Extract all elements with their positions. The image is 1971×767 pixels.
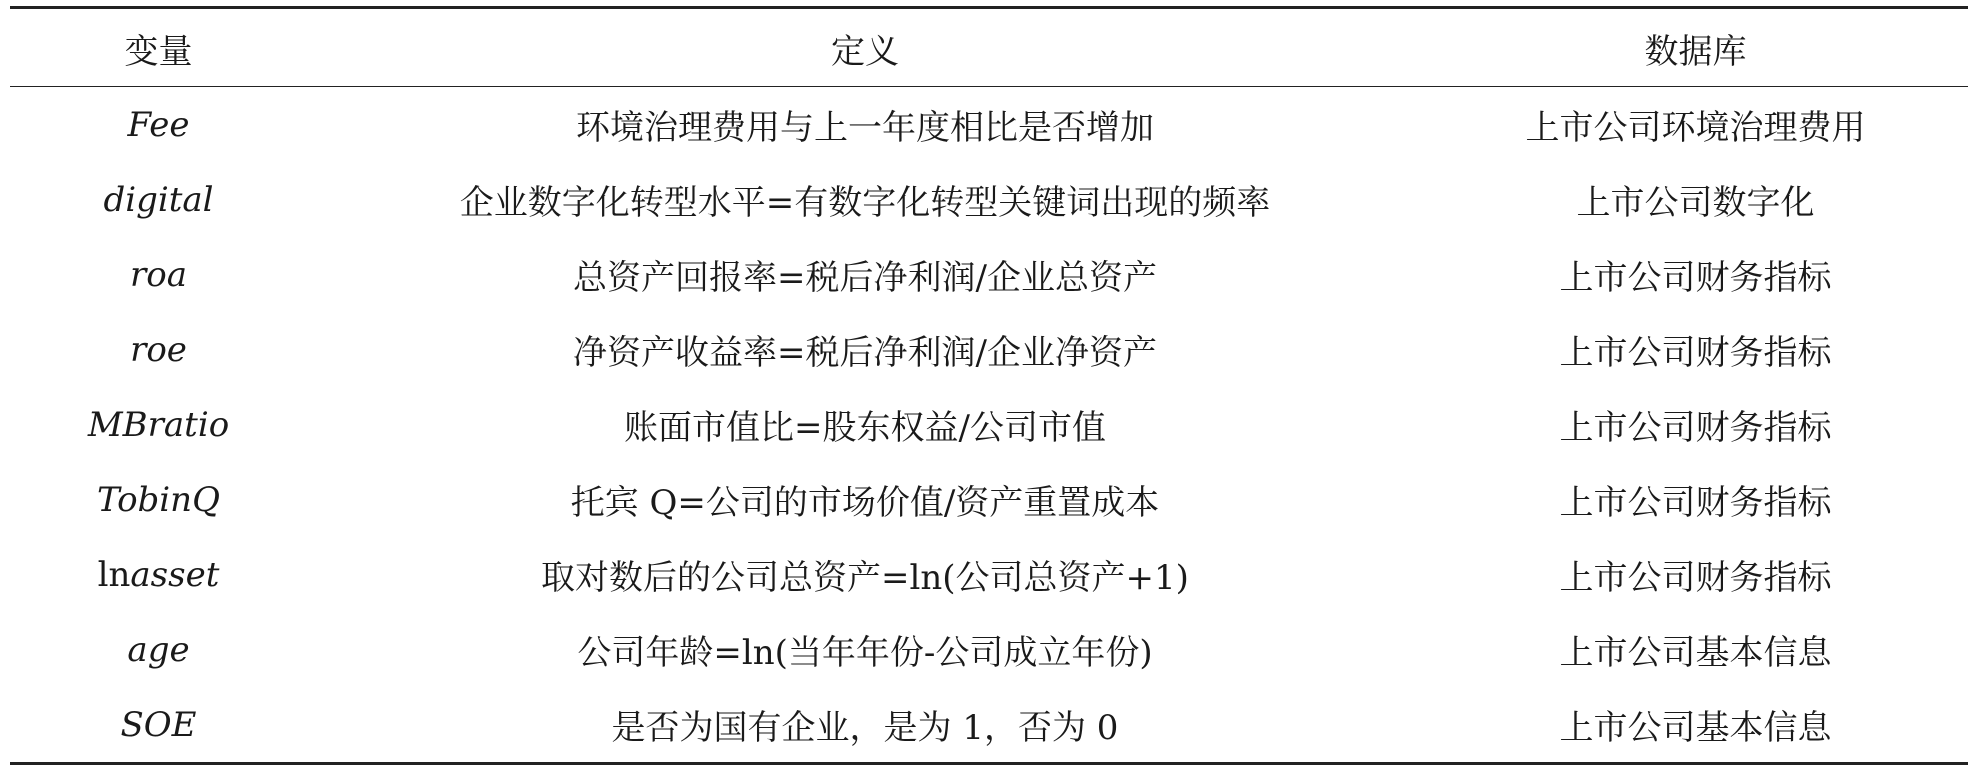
definition-cell: 是否为国有企业，是为 1，否为 0	[611, 708, 1119, 748]
variable-cell: digital	[103, 179, 214, 220]
header-definition: 定义	[831, 32, 899, 72]
database-cell: 上市公司财务指标	[1559, 333, 1832, 373]
variable-cell: roa	[130, 254, 187, 295]
definition-cell: 净资产收益率=税后净利润/企业净资产	[573, 333, 1157, 373]
definition-cell: 取对数后的公司总资产=ln(公司总资产+1)	[541, 558, 1189, 598]
variable-cell: TobinQ	[97, 479, 220, 520]
variable-cell: roe	[130, 329, 187, 370]
database-cell: 上市公司财务指标	[1559, 258, 1832, 298]
header-row	[10, 8, 1968, 87]
table-header	[10, 8, 1968, 87]
table-row	[10, 312, 1968, 387]
variable-cell: MBratio	[87, 404, 230, 445]
database-cell: 上市公司环境治理费用	[1525, 108, 1866, 148]
table-row	[10, 462, 1968, 537]
variable-cell: age	[127, 629, 190, 670]
table-body	[10, 87, 1968, 764]
table	[10, 6, 1968, 765]
table-row	[10, 387, 1968, 462]
definition-cell: 企业数字化转型水平=有数字化转型关键词出现的频率	[459, 183, 1271, 223]
variable-cell: Fee	[127, 104, 190, 145]
database-cell: 上市公司财务指标	[1559, 483, 1832, 523]
database-cell: 上市公司财务指标	[1559, 558, 1832, 598]
table-row	[10, 162, 1968, 237]
definition-cell: 账面市值比=股东权益/公司市值	[624, 408, 1106, 448]
table-row	[10, 537, 1968, 612]
table-row	[10, 237, 1968, 312]
database-cell: 上市公司基本信息	[1559, 708, 1832, 748]
database-cell: 上市公司基本信息	[1559, 633, 1832, 673]
definition-cell: 环境治理费用与上一年度相比是否增加	[576, 108, 1154, 148]
table-row	[10, 87, 1968, 163]
variable-cell: lnasset	[97, 554, 220, 595]
definition-cell: 公司年龄=ln(当年年份-公司成立年份)	[577, 633, 1153, 673]
table-row	[10, 687, 1968, 764]
variable-cell: SOE	[120, 704, 197, 745]
definition-cell: 总资产回报率=税后净利润/企业总资产	[573, 258, 1157, 298]
database-cell: 上市公司数字化	[1576, 183, 1815, 223]
table-row	[10, 612, 1968, 687]
header-database: 数据库	[1644, 32, 1747, 72]
header-variable: 变量	[124, 32, 193, 72]
definition-cell: 托宾 Q=公司的市场价值/资产重置成本	[570, 483, 1160, 523]
variable-definition-table	[10, 6, 1968, 765]
database-cell: 上市公司财务指标	[1559, 408, 1832, 448]
